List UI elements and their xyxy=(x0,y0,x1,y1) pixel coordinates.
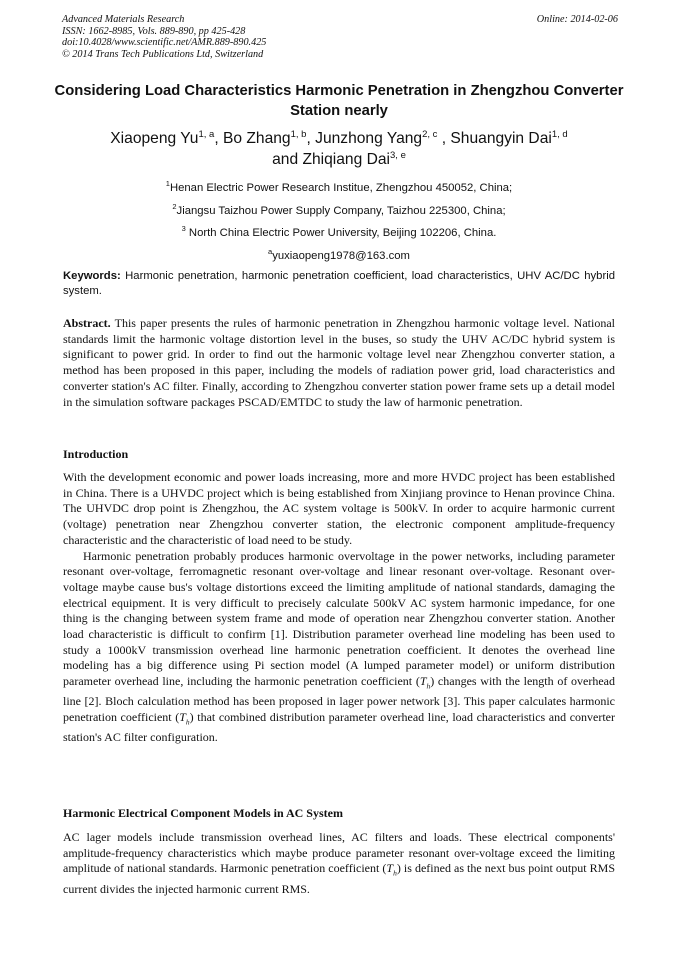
author: and Zhiqiang Dai$^{3, e}$ xyxy=(272,150,406,168)
paragraph: Harmonic penetration probably produces harmonic overvoltage in the power networks, including parameter resonant over-voltage, ferromagnetic resonant over-voltage and linear resonant over-voltage. Resonant over-voltage maybe cause bus's voltage distortions exceed the limiting amplitude of national standards, damaging the electrical equipment. It is very difficult to precisely calculate 500kV AC system harmonic impedance, for one thing is the changing between system frame and mode of operation near Zhengzhou converter station. Another load characteristic is difficult to confirm [1]. Distribution parameter overhead line modeling has been used to study a 1000kV transmission overhead line harmonic penetration coefficient. It denotes the overhead line modeling has a big difference using Pi section model (A lumped parameter model) or uniform distribution parameter overhead line, including the harmonic penetration coefficient $(T_h)$ changes with the length of overhead line [2]. Bloch calculation method has been proposed in lager power network [3]. This paper calculates harmonic penetration coefficient $(T_h)$ that combined distribution parameter overhead line, load characteristics and converter station's AC filter configuration. xyxy=(63,548,616,745)
author: Junzhong Yang$^{2, c}$ , xyxy=(315,129,451,147)
models-body xyxy=(63,830,615,897)
affiliation: $^2$Jiangsu Taizhou Power Supply Company, Taizhou 225300, China; xyxy=(172,201,506,217)
copyright-line: © 2014 Trans Tech Publications Ltd, Switzerland xyxy=(62,48,264,60)
author-email: $^a$yuxiaopeng1978@163.com xyxy=(268,246,410,262)
author: Xiaopeng Yu$^{1, a}$, xyxy=(110,129,223,147)
paragraph: With the development economic and power loads increasing, more and more HVDC project has been established in China. There is a UHVDC project which is being established from Xinjiang province to Henan province China. The UHVDC drop point is Zhengzhou, the AC system voltage is 500kV. In order to acquire harmonic current (voltage) penetration near Zhengzhou converter station, the electronic component amplitude-frequency characteristic and the characteristic of load need to be study. xyxy=(63,470,615,547)
abstract-text: This paper presents the rules of harmonic penetration in Zhengzhou harmonic voltage level. National standards limit the harmonic voltage distortion level in the buses, so study the UHV AC/DC hybrid system is significant to power grid. In order to find out the harmonic voltage level near Zhengzhou converter station, a method has been proposed in this paper, including the models of radiation power grid, load characteristics and converter station's AC filter. Finally, according to Zhengzhou converter station power frame sets up a detail model in the simulation software packages PSCAD/EMTDC to study the law of harmonic penetration. xyxy=(63,316,615,409)
introduction-body xyxy=(63,470,615,746)
author: Bo Zhang$^{1, b}$, xyxy=(222,129,316,147)
keywords xyxy=(63,269,615,298)
keywords-text: Harmonic penetration, harmonic penetration coefficient, load characteristics, UHV AC/DC hybrid system. xyxy=(63,270,615,297)
paper-title: Considering Load Characteristics Harmonic Penetration in Zhengzhou Converter Station nearly xyxy=(54,83,624,119)
author: Shuangyin Dai$^{1, d}$ xyxy=(450,129,568,147)
online-date: Online: 2014-02-06 xyxy=(536,14,618,25)
journal-header xyxy=(62,14,618,60)
author-list xyxy=(50,128,628,170)
issn-line: ISSN: 1662-8985, Vols. 889-890, pp 425-428 xyxy=(62,25,246,37)
symbol-th: $T_h$ xyxy=(386,861,397,878)
journal-name: Advanced Materials Research xyxy=(62,14,185,25)
affiliation-list xyxy=(50,177,628,267)
abstract-label: Abstract. xyxy=(63,316,111,330)
paragraph: AC lager models include transmission overhead lines, AC filters and loads. These electrical components' amplitude-frequency characteristics which maybe produce parameter resonant over-voltage exceed the limiting amplitude of national standards. Harmonic penetration coefficient $(T_h)$ is defined as the next bus point output RMS current divides the injected harmonic current RMS. xyxy=(63,830,616,896)
affiliation: $^3$ North China Electric Power University, Beijing 102206, China. xyxy=(181,224,497,240)
doi-line: doi:10.4028/www.scientific.net/AMR.889-890.425 xyxy=(62,37,267,49)
affiliation: $^1$Henan Electric Power Research Institue, Zhengzhou 450052, China; xyxy=(165,179,513,194)
section-heading-introduction: Introduction xyxy=(63,447,129,461)
abstract xyxy=(63,316,615,410)
symbol-th: $T_h$ xyxy=(419,674,431,691)
keywords-label: Keywords: xyxy=(63,270,121,282)
symbol-th: $T_h$ xyxy=(179,709,190,727)
section-heading-models: Harmonic Electrical Component Models in AC System xyxy=(63,806,343,820)
